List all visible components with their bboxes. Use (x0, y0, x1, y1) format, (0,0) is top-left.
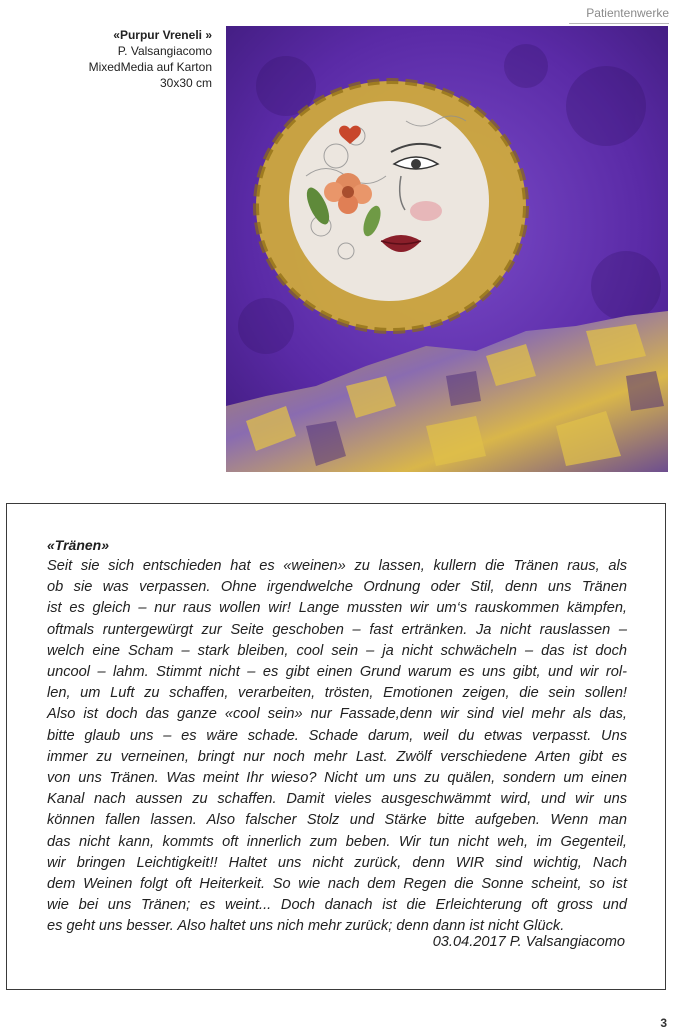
poem-title: «Tränen» (47, 537, 109, 553)
poem-line: immer zu verneinen, bringt nur noch mehr Last. Zwölf verschiedene Arten gibt es (47, 748, 627, 765)
poem-line: Also ist doch das ganze «cool sein» nur Fassade,denn wir sind viel mehr als das, (47, 706, 627, 723)
poem-line: ob sie was verpassen. Ohne irgendwelche Ordnung oder Stil, denn uns Tränen (47, 579, 627, 596)
poem-signature: 03.04.2017 P. Valsangiacomo (432, 934, 625, 950)
page-number: 3 (660, 1016, 667, 1030)
artwork-title: «Purpur Vreneli » (113, 28, 212, 42)
poem-line: von uns Tränen. Was meint Ihr wieso? Nicht um uns zu quälen, sondern um einen (47, 770, 627, 787)
artwork-medium: MixedMedia auf Karton (88, 60, 212, 74)
poem-line: uncool – lahm. Stimmt nicht – es gibt einen Grund warum es uns gibt, und wir rol- (47, 664, 627, 681)
header-divider (569, 23, 669, 24)
poem-body (47, 556, 627, 938)
poem-line: es geht uns besser. Also haltet uns nich mehr zurück; denn dann ist nicht Glück. (47, 918, 565, 935)
poem-line: len, um Luft zu schaffen, verarbeiten, trösten, Emotionen zeigen, die sein sollen! (47, 685, 627, 702)
poem-line: ist es gleich – nur raus wollen wir! Lange mussten wir um‘s rauskommen kämpfen, (47, 600, 627, 617)
artwork-caption (89, 27, 212, 91)
poem-line: das nicht kann, kommts oft innerlich zum beben. Wir tun nicht weh, im Gegenteil, (47, 833, 627, 850)
poem-line: welch eine Scham – stark bleiben, cool sein – ja nicht schwächeln – das ist doch (47, 642, 627, 659)
artwork-size: 30x30 cm (159, 76, 212, 90)
poem-line: dem Weinen folgt oft Heiterkeit. So wie nach dem Regen die Sonne scheint, so ist (47, 876, 627, 893)
section-label: Patientenwerke (586, 6, 669, 20)
poem-line: bitte glaub uns – es wäre schade. Schade darum, weil du etwas verpasst. Uns (47, 727, 627, 744)
artwork-painting (226, 26, 668, 472)
poem-line: können fallen lassen. Also falscher Stolz und Stärke bitte aufgeben. Wenn man (47, 812, 627, 829)
artwork-image (226, 26, 668, 472)
poem-line: Seit sie sich entschieden hat es «weinen» zu lassen, kullern die Tränen raus, als (47, 558, 627, 574)
artwork-artist: P. Valsangiacomo (117, 44, 212, 58)
poem-box (6, 503, 666, 990)
poem-line: Kanal nach aussen zu schaffen. Damit vieles ausgeschwämmt wird, und wir uns (47, 791, 627, 808)
poem-line: oftmals runtergewürgt zur Seite geschoben – fast ertränken. Ja nicht rauslassen – (47, 621, 627, 638)
poem-line: wie bei uns Tränen; es weint... Doch danach ist die Erleichterung oft gross und (47, 897, 627, 914)
poem-line: wir bringen Leichtigkeit!! Haltet uns nicht zurück, denn WIR sind wichtig, Nach (47, 854, 627, 871)
